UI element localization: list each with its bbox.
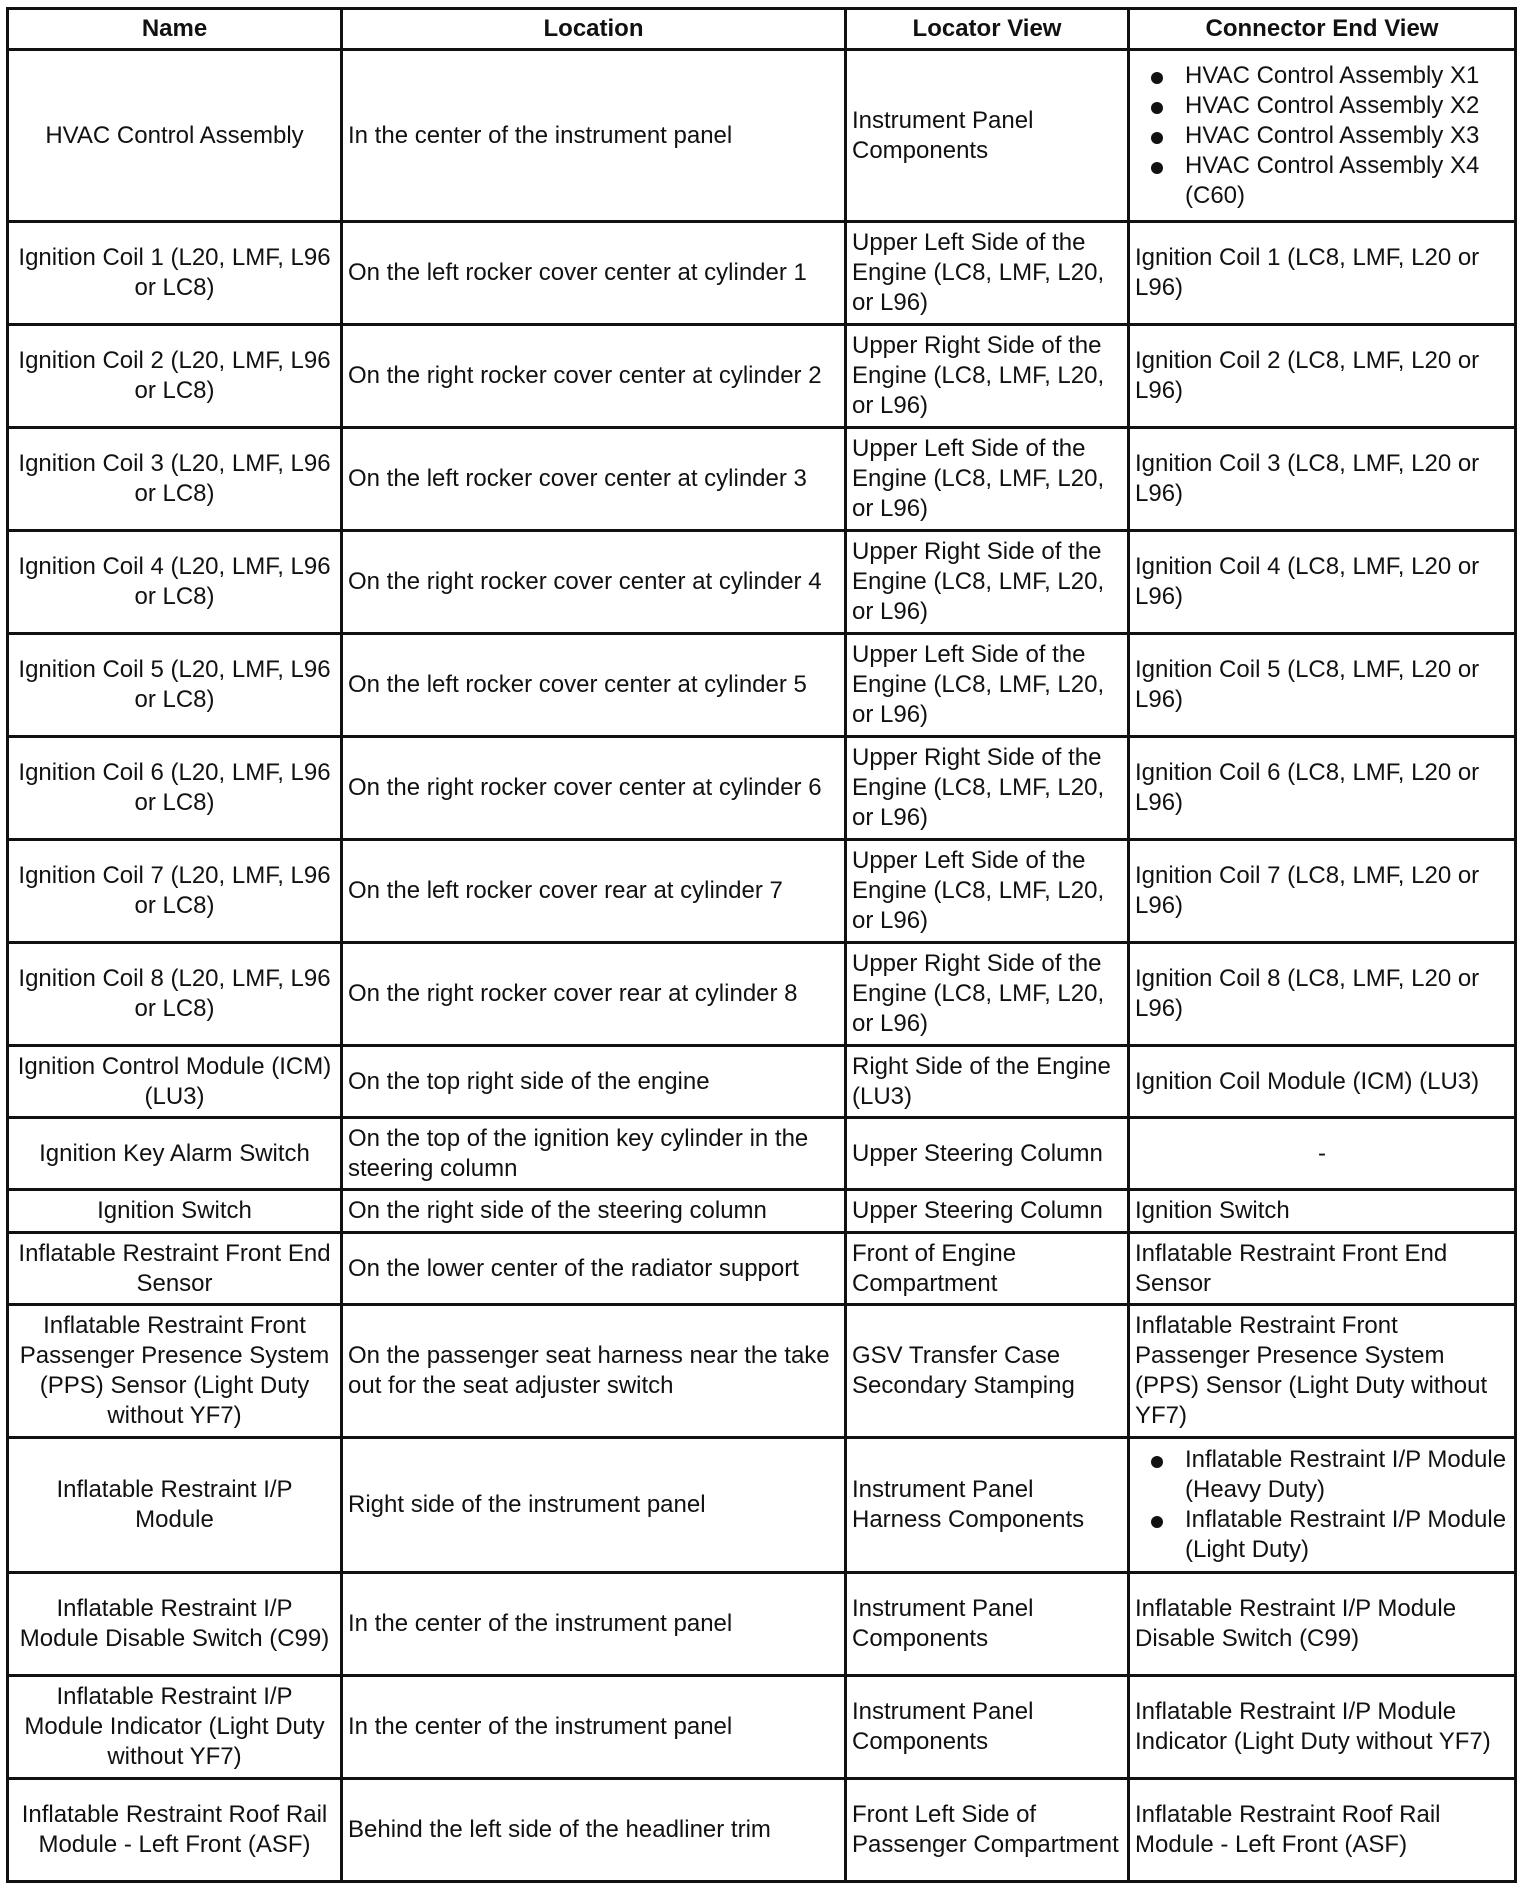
locator-view-cell: Instrument Panel Components: [846, 50, 1129, 222]
location-cell: Behind the left side of the headliner trim: [342, 1779, 846, 1882]
bullet-icon: [1151, 132, 1163, 144]
header-connector-end-view: Connector End View: [1129, 9, 1516, 50]
locator-view-cell: Front Left Side of Passenger Compartment: [846, 1779, 1129, 1882]
connector-end-view-cell: Ignition Coil 5 (LC8, LMF, L20 or L96): [1129, 634, 1516, 737]
connector-end-view-cell: Ignition Coil 6 (LC8, LMF, L20 or L96): [1129, 737, 1516, 840]
connector-end-view-cell: Ignition Switch: [1129, 1190, 1516, 1233]
component-name-cell: Ignition Coil 2 (L20, LMF, L96 or LC8): [8, 325, 342, 428]
locator-view-cell: Upper Left Side of the Engine (LC8, LMF, L20, or L96): [846, 222, 1129, 325]
table-row: [8, 1573, 1516, 1676]
component-name-cell: Inflatable Restraint Roof Rail Module - Left Front (ASF): [8, 1779, 342, 1882]
component-name-cell: HVAC Control Assembly: [8, 50, 342, 222]
table-row: [8, 943, 1516, 1046]
component-name-cell: Ignition Switch: [8, 1190, 342, 1233]
bullet-icon: [1151, 72, 1163, 84]
component-name-cell: Ignition Coil 5 (L20, LMF, L96 or LC8): [8, 634, 342, 737]
component-name-cell: Ignition Key Alarm Switch: [8, 1118, 342, 1190]
table-row: [8, 1118, 1516, 1190]
table-row: [8, 50, 1516, 222]
table-row: [8, 325, 1516, 428]
table-row: [8, 634, 1516, 737]
location-cell: On the left rocker cover rear at cylinder 7: [342, 840, 846, 943]
table-row: [8, 1676, 1516, 1779]
location-cell: On the lower center of the radiator support: [342, 1233, 846, 1305]
table-body: [8, 50, 1516, 1882]
component-name-cell: Ignition Control Module (ICM) (LU3): [8, 1046, 342, 1118]
locator-view-cell: Upper Right Side of the Engine (LC8, LMF, L20, or L96): [846, 737, 1129, 840]
table-row: [8, 1779, 1516, 1882]
locator-view-cell: Upper Left Side of the Engine (LC8, LMF, L20, or L96): [846, 840, 1129, 943]
connector-end-view-cell: Inflatable Restraint I/P Module Indicator (Light Duty without YF7): [1129, 1676, 1516, 1779]
location-cell: On the right side of the steering column: [342, 1190, 846, 1233]
locator-view-cell: Upper Steering Column: [846, 1190, 1129, 1233]
location-cell: In the center of the instrument panel: [342, 1573, 846, 1676]
locator-view-cell: Right Side of the Engine (LU3): [846, 1046, 1129, 1118]
header-locator-view: Locator View: [846, 9, 1129, 50]
connector-list-text: Inflatable Restraint I/P Module (Light Duty): [1185, 1506, 1507, 1563]
location-cell: On the right rocker cover rear at cylinder 8: [342, 943, 846, 1046]
component-name-cell: Ignition Coil 1 (L20, LMF, L96 or LC8): [8, 222, 342, 325]
table-row: [8, 222, 1516, 325]
locator-view-cell: Instrument Panel Components: [846, 1676, 1129, 1779]
header-name: Name: [8, 9, 342, 50]
connector-end-view-cell: Inflatable Restraint Front End Sensor: [1129, 1233, 1516, 1305]
location-cell: On the passenger seat harness near the take out for the seat adjuster switch: [342, 1305, 846, 1438]
locator-view-cell: Instrument Panel Components: [846, 1573, 1129, 1676]
table-row: [8, 1190, 1516, 1233]
table-row: [8, 531, 1516, 634]
bullet-icon: [1151, 1456, 1163, 1468]
location-cell: On the left rocker cover center at cylinder 3: [342, 428, 846, 531]
component-name-cell: Ignition Coil 4 (L20, LMF, L96 or LC8): [8, 531, 342, 634]
component-name-cell: Inflatable Restraint I/P Module Disable Switch (C99): [8, 1573, 342, 1676]
connector-list-text: HVAC Control Assembly X3: [1185, 121, 1480, 149]
table-row: [8, 737, 1516, 840]
bullet-icon: [1151, 1516, 1163, 1528]
locator-view-cell: GSV Transfer Case Secondary Stamping: [846, 1305, 1129, 1438]
location-cell: On the right rocker cover center at cylinder 4: [342, 531, 846, 634]
locator-view-cell: Instrument Panel Harness Components: [846, 1438, 1129, 1573]
bullet-icon: [1151, 162, 1163, 174]
connector-end-view-cell: [1129, 1438, 1516, 1573]
location-cell: In the center of the instrument panel: [342, 50, 846, 222]
connector-end-view-cell: Ignition Coil 1 (LC8, LMF, L20 or L96): [1129, 222, 1516, 325]
connector-list-text: HVAC Control Assembly X4 (C60): [1185, 151, 1480, 209]
locator-view-cell: Upper Right Side of the Engine (LC8, LMF, L20, or L96): [846, 943, 1129, 1046]
component-name-cell: Inflatable Restraint Front End Sensor: [8, 1233, 342, 1305]
connector-end-view-cell: Ignition Coil 3 (LC8, LMF, L20 or L96): [1129, 428, 1516, 531]
header-row: [8, 9, 1516, 50]
connector-list-text: HVAC Control Assembly X2: [1185, 91, 1480, 119]
connector-end-view-cell: [1129, 50, 1516, 222]
component-name-cell: Ignition Coil 7 (L20, LMF, L96 or LC8): [8, 840, 342, 943]
connector-list-item: [1185, 151, 1509, 211]
connector-end-view-cell: Inflatable Restraint I/P Module Disable Switch (C99): [1129, 1573, 1516, 1676]
table-row: [8, 1046, 1516, 1118]
location-cell: Right side of the instrument panel: [342, 1438, 846, 1573]
component-name-cell: Ignition Coil 6 (L20, LMF, L96 or LC8): [8, 737, 342, 840]
component-name-cell: Inflatable Restraint I/P Module Indicator (Light Duty without YF7): [8, 1676, 342, 1779]
table-row: [8, 840, 1516, 943]
component-name-cell: Inflatable Restraint Front Passenger Presence System (PPS) Sensor (Light Duty without YF7): [8, 1305, 342, 1438]
bullet-icon: [1151, 102, 1163, 114]
connector-list-item: [1185, 61, 1509, 91]
connector-end-view-cell: Inflatable Restraint Roof Rail Module - Left Front (ASF): [1129, 1779, 1516, 1882]
connector-end-view-cell: Ignition Coil Module (ICM) (LU3): [1129, 1046, 1516, 1118]
connector-list-item: [1185, 1505, 1509, 1565]
location-cell: On the left rocker cover center at cylinder 1: [342, 222, 846, 325]
connector-end-view-cell: Ignition Coil 7 (LC8, LMF, L20 or L96): [1129, 840, 1516, 943]
locator-view-cell: Upper Right Side of the Engine (LC8, LMF, L20, or L96): [846, 325, 1129, 428]
locator-view-cell: Front of Engine Compartment: [846, 1233, 1129, 1305]
connector-end-view-cell: Inflatable Restraint Front Passenger Presence System (PPS) Sensor (Light Duty without YF7): [1129, 1305, 1516, 1438]
connector-list: [1135, 61, 1509, 211]
location-cell: On the right rocker cover center at cylinder 2: [342, 325, 846, 428]
connector-end-view-cell: Ignition Coil 8 (LC8, LMF, L20 or L96): [1129, 943, 1516, 1046]
table-row: [8, 1438, 1516, 1573]
connector-end-view-cell: Ignition Coil 4 (LC8, LMF, L20 or L96): [1129, 531, 1516, 634]
connector-list-text: HVAC Control Assembly X1: [1185, 61, 1480, 89]
locator-view-cell: Upper Left Side of the Engine (LC8, LMF, L20, or L96): [846, 428, 1129, 531]
connector-list-text: Inflatable Restraint I/P Module (Heavy Duty): [1185, 1446, 1507, 1503]
location-cell: On the top of the ignition key cylinder in the steering column: [342, 1118, 846, 1190]
location-cell: On the right rocker cover center at cylinder 6: [342, 737, 846, 840]
connector-list-item: [1185, 1445, 1509, 1505]
location-cell: On the left rocker cover center at cylinder 5: [342, 634, 846, 737]
header-location: Location: [342, 9, 846, 50]
table-row: [8, 1233, 1516, 1305]
locator-view-cell: Upper Right Side of the Engine (LC8, LMF, L20, or L96): [846, 531, 1129, 634]
table-row: [8, 428, 1516, 531]
locator-view-cell: Upper Steering Column: [846, 1118, 1129, 1190]
connector-list: [1135, 1445, 1509, 1565]
connector-end-view-cell: Ignition Coil 2 (LC8, LMF, L20 or L96): [1129, 325, 1516, 428]
component-name-cell: Inflatable Restraint I/P Module: [8, 1438, 342, 1573]
component-name-cell: Ignition Coil 3 (L20, LMF, L96 or LC8): [8, 428, 342, 531]
location-cell: On the top right side of the engine: [342, 1046, 846, 1118]
connector-list-item: [1185, 121, 1509, 151]
locator-view-cell: Upper Left Side of the Engine (LC8, LMF, L20, or L96): [846, 634, 1129, 737]
connector-list-item: [1185, 91, 1509, 121]
connector-end-view-cell: -: [1129, 1118, 1516, 1190]
component-locator-table: [6, 7, 1517, 1883]
location-cell: In the center of the instrument panel: [342, 1676, 846, 1779]
table-row: [8, 1305, 1516, 1438]
component-name-cell: Ignition Coil 8 (L20, LMF, L96 or LC8): [8, 943, 342, 1046]
